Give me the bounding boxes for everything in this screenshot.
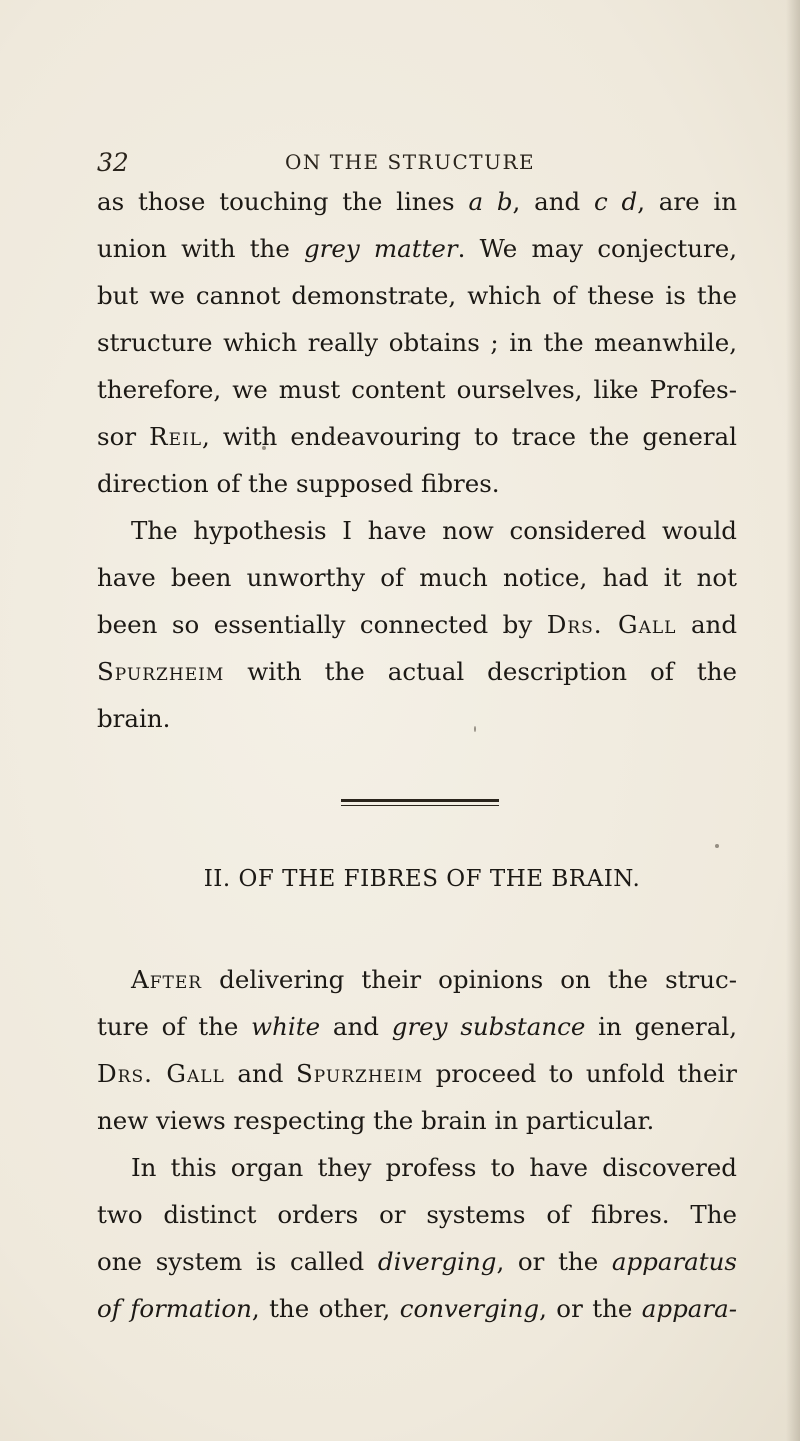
text: in general, (585, 1012, 737, 1041)
text-line (97, 1050, 737, 1097)
running-head (97, 148, 737, 178)
italic-text: converging (399, 1294, 540, 1323)
page-number: 32 (97, 148, 129, 177)
paragraph-3 (97, 956, 737, 1144)
text-line (97, 601, 737, 648)
small-caps-name: Drs. Gall (546, 610, 677, 639)
italic-text: of formation (97, 1294, 252, 1323)
text-line: therefore, we must content ourselves, like Profes- (97, 375, 737, 404)
small-caps-name: Spurzheim (295, 1059, 424, 1088)
text-line: but we cannot demonstrate, which of these is the (97, 281, 737, 310)
section-heading: II. OF THE FIBRES OF THE BRAIN. (203, 866, 641, 892)
text-line: new views respecting the brain in particular. (97, 1106, 655, 1135)
text-line: In this organ they profess to have discovered (131, 1153, 737, 1182)
text: and (320, 1012, 392, 1041)
text: proceed to unfold their (423, 1059, 737, 1088)
text-line: direction of the supposed fibres. (97, 469, 500, 498)
paragraph-2 (97, 507, 737, 742)
text: ture of the (97, 1012, 252, 1041)
text: and (676, 610, 738, 639)
text-line (97, 413, 737, 460)
text: , and (512, 187, 594, 216)
text-line (97, 178, 737, 225)
text: and (224, 1059, 296, 1088)
paper-speck (715, 844, 719, 848)
italic-text: grey substance (391, 1012, 586, 1041)
italic-text: grey matter (304, 234, 458, 263)
text: union with the (97, 234, 304, 263)
italic-text: c d (593, 187, 638, 216)
text: one system is called (97, 1247, 378, 1276)
text: , the other, (251, 1294, 400, 1323)
text-line (97, 1003, 737, 1050)
text-line: The hypothesis I have now considered would (131, 516, 737, 545)
section-rule (341, 799, 499, 802)
paragraph-1 (97, 178, 737, 507)
small-caps-word: After (131, 965, 203, 994)
text: delivering their opinions on the struc- (202, 965, 737, 994)
text-line: brain. (97, 704, 171, 733)
running-head-title: ON THE STRUCTURE (285, 150, 536, 174)
text-line (97, 648, 737, 695)
text: been so essentially connected by (97, 610, 547, 639)
page-edge-shadow (786, 0, 800, 1441)
text-line (97, 225, 737, 272)
small-caps-name: Spurzheim (97, 657, 225, 686)
italic-text: a b (468, 187, 513, 216)
text-line (97, 1285, 737, 1332)
italic-text: apparatus (611, 1247, 737, 1276)
text: . We may conjecture, (457, 234, 738, 263)
text-line: structure which really obtains ; in the meanwhile, (97, 328, 737, 357)
text: , or the (539, 1294, 642, 1323)
text-line: two distinct orders or systems of fibres. The (97, 1200, 737, 1229)
text: , or the (496, 1247, 612, 1276)
text: with the actual description of the (224, 657, 737, 686)
italic-text: appara- (641, 1294, 737, 1323)
text-line (97, 956, 737, 1003)
text: , with endeavouring to trace the general (202, 422, 737, 451)
small-caps-name: Reil (149, 422, 203, 451)
text: as those touching the lines (97, 187, 469, 216)
small-caps-name: Drs. Gall (97, 1059, 225, 1088)
text-line (97, 1238, 737, 1285)
italic-text: diverging (377, 1247, 497, 1276)
text: sor (97, 422, 150, 451)
italic-text: white (251, 1012, 321, 1041)
text-line: have been unworthy of much notice, had it not (97, 563, 737, 592)
paragraph-4 (97, 1144, 737, 1332)
section-rule (341, 805, 499, 806)
text: , are in (637, 187, 738, 216)
